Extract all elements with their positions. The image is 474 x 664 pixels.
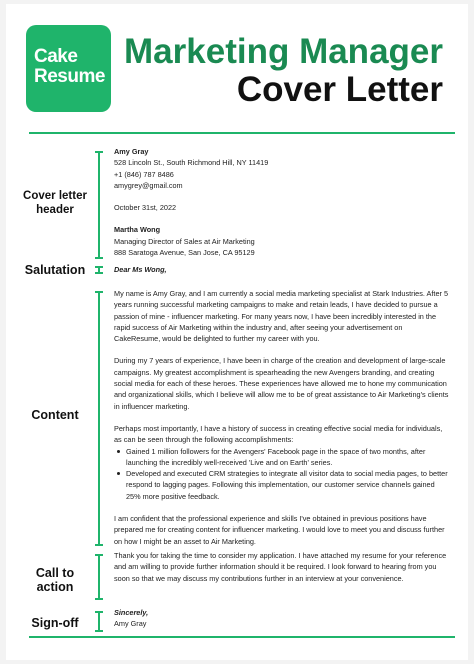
- signoff-block: [114, 607, 449, 630]
- cakeresume-logo: [26, 25, 111, 112]
- bracket-header: [98, 151, 103, 259]
- sender-address: 528 Lincoln St., South Richmond Hill, NY 11419: [114, 158, 269, 168]
- content-paragraph-3: Perhaps most importantly, I have a history of success in creating effective social media for individuals, as can be seen through the following accomplishments:: [114, 423, 443, 445]
- accomplishments-list: [114, 446, 449, 502]
- content-paragraph-2: During my 7 years of experience, I have been in charge of the creation and development of large-scale campaigns. My greatest accomplishment is spearheading the new Avengers branding, and creating social media for each of these heroes. These experiences have allowed me to hone my communication and organizational skills, which I believe will allow me to be of great assistance to Air Marketing's clients in influencer marketing.: [114, 356, 449, 411]
- bracket-cta: [98, 554, 103, 600]
- page-title-line1: Marketing Manager: [124, 32, 443, 71]
- header-block: [114, 146, 449, 258]
- section-label-header: Cover letter header: [23, 190, 87, 216]
- recipient-address: 888 Saratoga Avenue, San Jose, CA 95129: [114, 248, 255, 258]
- signoff-name: Amy Gray: [114, 619, 147, 629]
- top-divider: [29, 132, 455, 134]
- content-paragraph-1: My name is Amy Gray, and I am currently a social media marketing specialist at Stark Industries. After 5 years running successful marketing campaigns to make and retain leads, I have decided to pursue a passion of mine - influencer marketing. For many years now, I have been incredibly interested in the rapid success of Air Marketing within the industry and, after seeing your advertisement on CakeResume, would be delighted to further my career with you.: [114, 289, 449, 344]
- recipient-title: Managing Director of Sales at Air Marketing: [114, 236, 255, 246]
- signoff-closing: Sincerely,: [114, 608, 149, 617]
- logo-line2: Resume: [34, 66, 105, 87]
- sender-phone: +1 (846) 787 8486: [114, 169, 174, 179]
- cta-text: Thank you for taking the time to consider my application. I have attached my resume for your reference and am willing to provide further information should it be required. I look forward to hearing from you soon so that we may discuss my contributions further in an interview at your convenience.: [114, 551, 447, 583]
- bracket-content: [98, 291, 103, 546]
- page-title-line2: Cover Letter: [236, 70, 443, 109]
- sender-email: amygrey@gmail.com: [114, 180, 183, 190]
- letter-date: October 31st, 2022: [114, 203, 177, 213]
- bottom-divider: [29, 636, 455, 638]
- bracket-signoff: [98, 611, 103, 632]
- list-item: Developed and executed CRM strategies to integrate all visitor data to social media pages, to better respond to lagging pages. Following this implementation, our customer service channels gained 25% more positive feedback.: [126, 469, 448, 501]
- bracket-salutation: [98, 266, 103, 274]
- content-block: [114, 288, 449, 558]
- section-label-cta: Call to action: [35, 566, 75, 594]
- section-label-salutation: Salutation: [24, 263, 86, 277]
- cover-letter-page: [6, 4, 468, 660]
- list-item: Gained 1 million followers for the Avengers' Facebook page in the space of two months, after launching the incredibly well-received 'Live and on Earth' series.: [126, 446, 449, 469]
- section-label-content: Content: [31, 408, 79, 422]
- content-paragraph-4: I am confident that the professional experience and skills I've obtained in previous positions have prepared me for creating content for influencer marketing. I would love to meet you and discuss further on how I might be an asset to Air Marketing.: [114, 514, 445, 546]
- section-label-signoff: Sign-off: [31, 616, 79, 630]
- logo-line1: Cake: [34, 46, 78, 67]
- sender-name: Amy Gray: [114, 147, 149, 156]
- recipient-name: Martha Wong: [114, 225, 161, 235]
- salutation-text: Dear Ms Wong,: [114, 265, 167, 274]
